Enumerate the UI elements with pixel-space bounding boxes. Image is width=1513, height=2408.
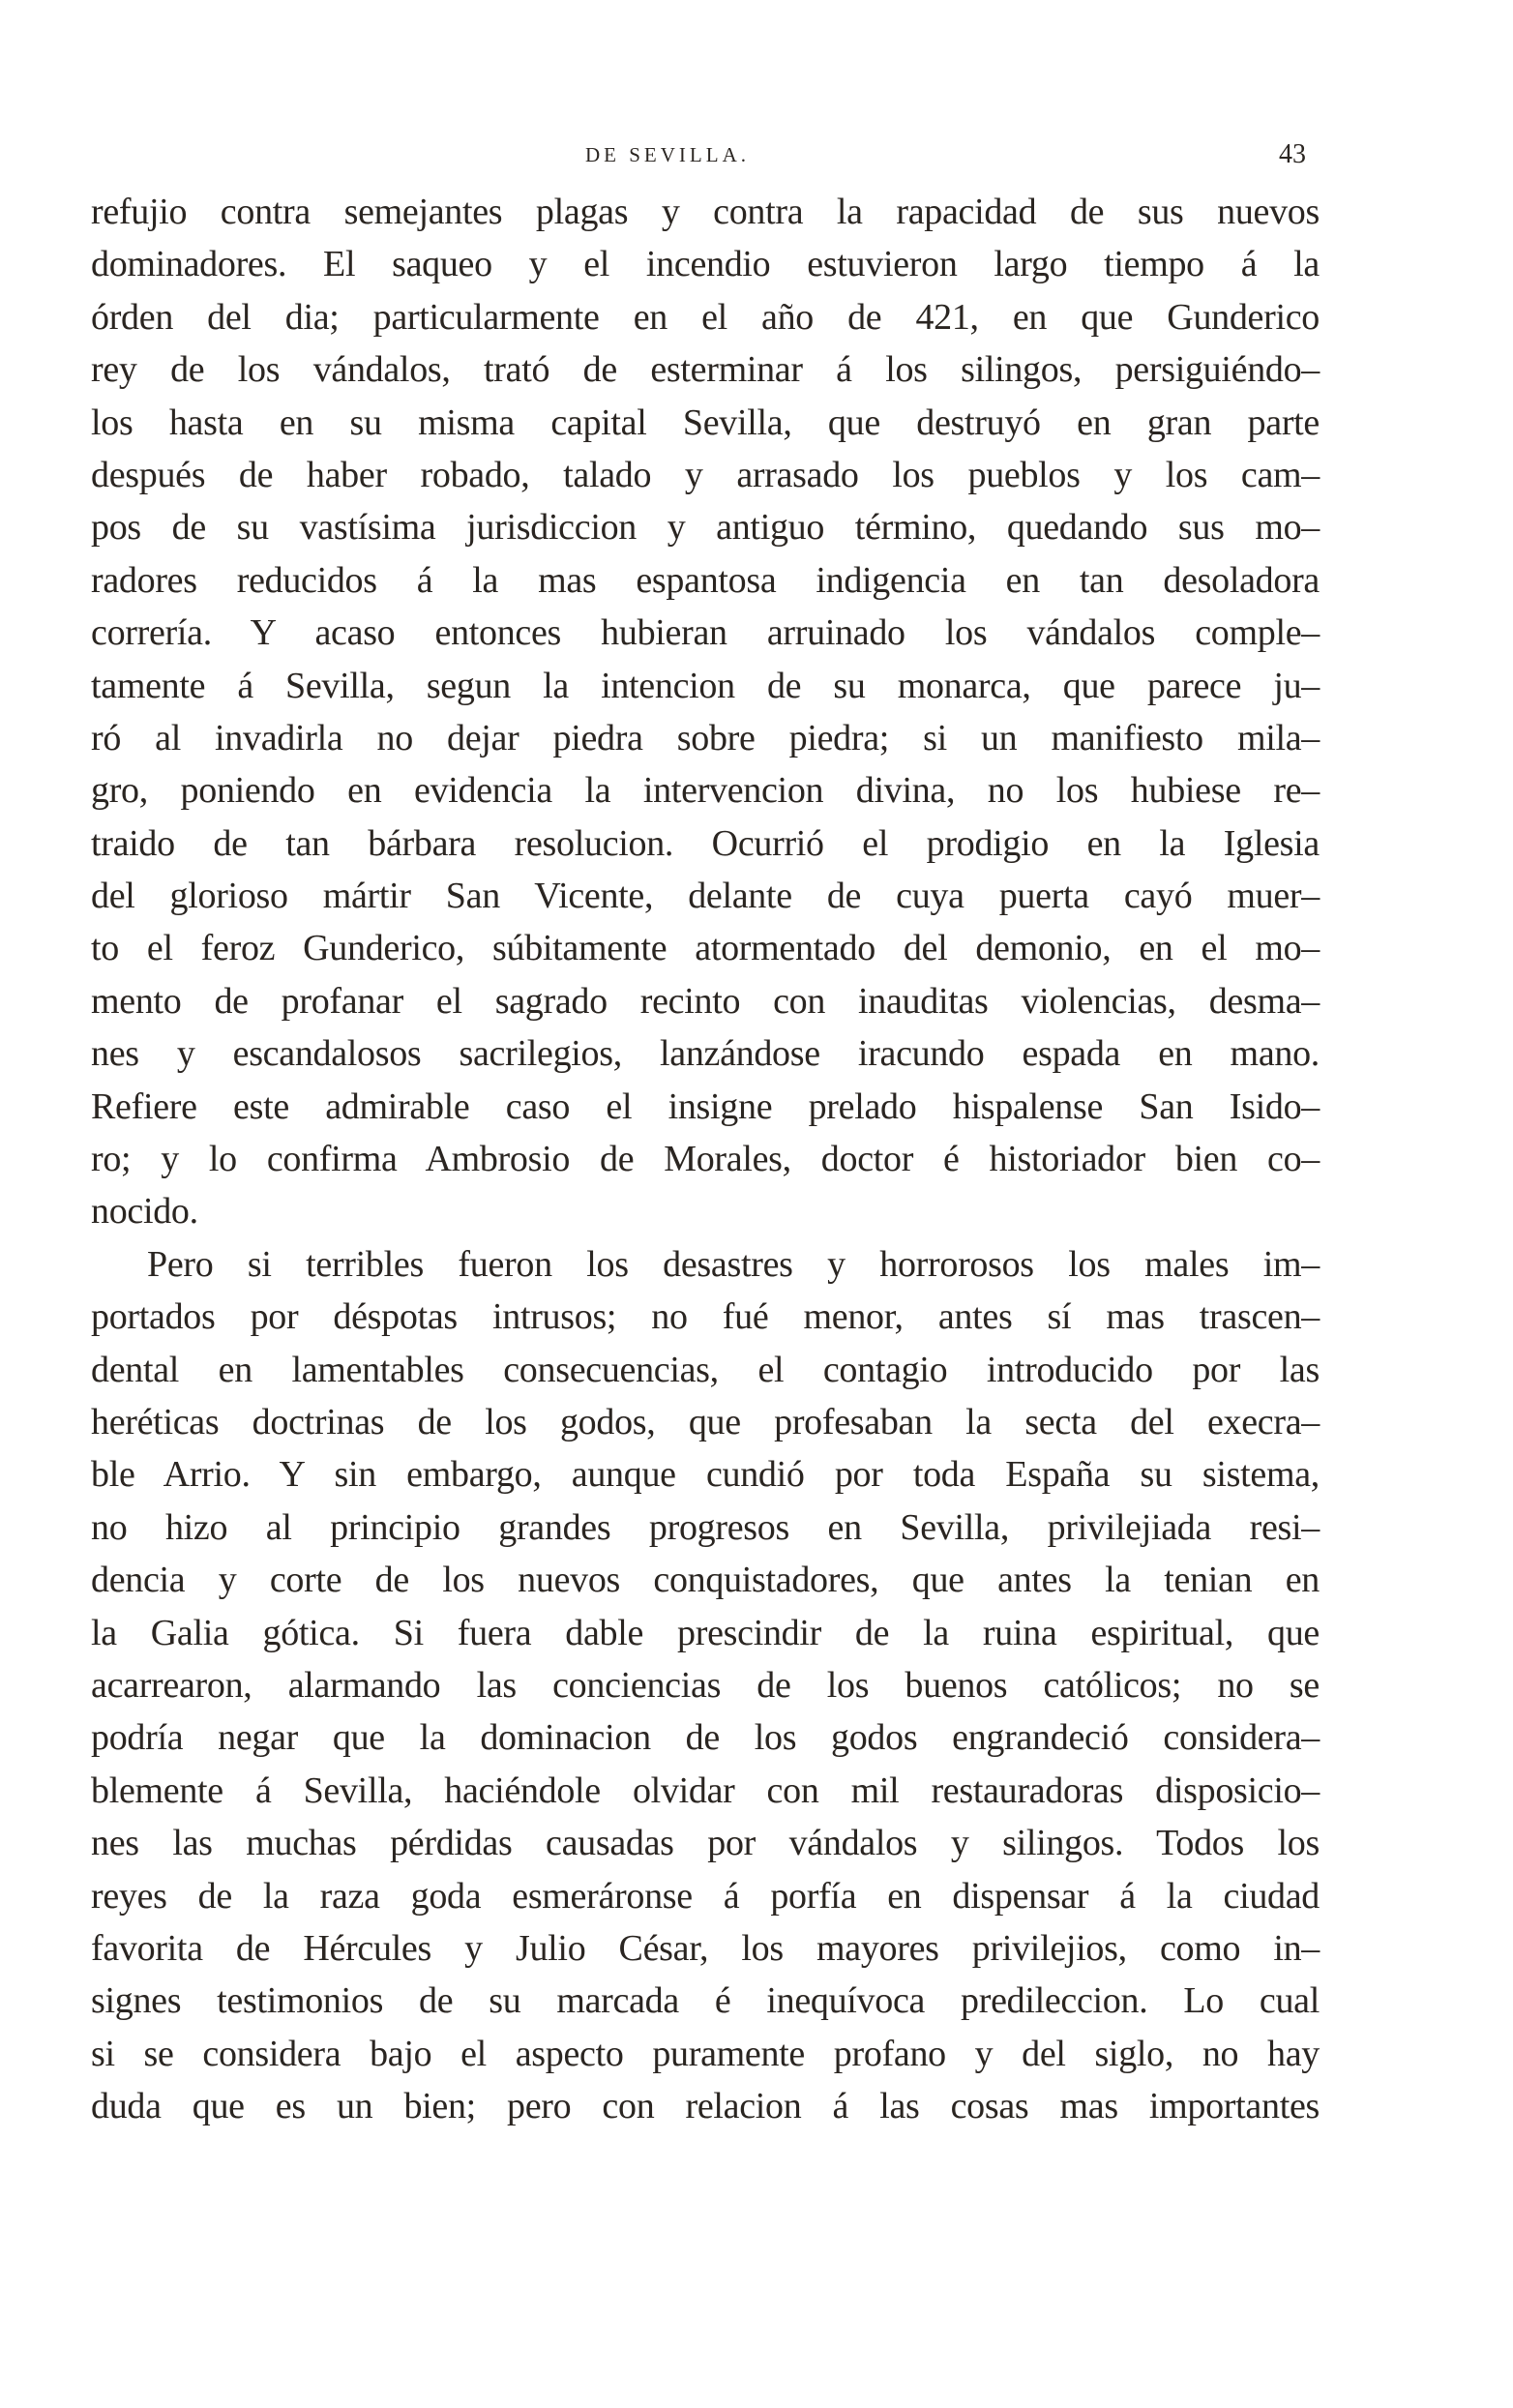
text-line: ró al invadirla no dejar piedra sobre piedra; si un manifiesto mila– [91, 717, 1320, 758]
body-text [91, 186, 1320, 2132]
text-line: refujio contra semejantes plagas y contra la rapacidad de sus nuevos [91, 192, 1320, 232]
text-line: duda que es un bien; pero con relacion á las cosas mas importantes [91, 2086, 1320, 2127]
text-line: favorita de Hércules y Julio César, los mayores privilejios, como in– [91, 1927, 1320, 1969]
text-line: correría. Y acaso entonces hubieran arruinado los vándalos comple– [91, 612, 1320, 654]
text-line: si se considera bajo el aspecto puramente profano y del siglo, no hay [91, 2033, 1320, 2074]
text-line: heréticas doctrinas de los godos, que profesaban la secta del execra– [91, 1401, 1320, 1442]
text-line: ble Arrio. Y sin embargo, aunque cundió por toda España su sistema, [91, 1454, 1320, 1496]
text-line: dencia y corte de los nuevos conquistadores, que antes la tenian en [91, 1560, 1320, 1601]
text-line: rey de los vándalos, trató de esterminar á los silingos, persiguiéndo– [91, 349, 1320, 391]
text-line: órden del dia; particularmente en el año de 421, en que Gunderico [91, 296, 1320, 338]
text-line: podría negar que la dominacion de los godos engrandeció considera– [91, 1717, 1320, 1759]
text-line: dental en lamentables consecuencias, el contagio introducido por las [91, 1349, 1320, 1390]
text-line: la Galia gótica. Si fuera dable prescindir de la ruina espiritual, que [91, 1612, 1320, 1653]
paragraph-start-line: Pero si terribles fueron los desastres y horrorosos los males im– [147, 1243, 1320, 1285]
text-line: radores reducidos á la mas espantosa indigencia en tan desoladora [91, 559, 1320, 601]
text-line: los hasta en su misma capital Sevilla, que destruyó en gran parte [91, 401, 1320, 443]
text-line: acarrearon, alarmando las conciencias de los buenos católicos; no se [91, 1664, 1320, 1706]
text-line: del glorioso mártir San Vicente, delante de cuya puerta cayó muer– [91, 876, 1320, 917]
text-line: ro; y lo confirma Ambrosio de Morales, doctor é historiador bien co– [91, 1139, 1320, 1180]
text-line: blemente á Sevilla, haciéndole olvidar con mil restauradoras disposicio– [91, 1769, 1320, 1811]
text-line: tamente á Sevilla, segun la intencion de su monarca, que parece ju– [91, 665, 1320, 706]
text-line: nes las muchas pérdidas causadas por vándalos y silingos. Todos los [91, 1823, 1320, 1864]
text-line: nes y escandalosos sacrilegios, lanzándose iracundo espada en mano. [91, 1033, 1320, 1075]
running-head [0, 135, 1513, 174]
page-number: 43 [1279, 139, 1306, 169]
text-line: mento de profanar el sagrado recinto con inauditas violencias, desma– [91, 980, 1320, 1022]
text-line: reyes de la raza goda esmeráronse á porfía en dispensar á la ciudad [91, 1875, 1320, 1917]
text-line: después de haber robado, talado y arrasado los pueblos y los cam– [91, 454, 1320, 495]
text-line: pos de su vastísima jurisdiccion y antiguo término, quedando sus mo– [91, 507, 1320, 549]
text-line: Refiere este admirable caso el insigne prelado hispalense San Isido– [91, 1085, 1320, 1127]
paragraph-end-line: nocido. [91, 1191, 198, 1233]
text-line: to el feroz Gunderico, súbitamente atormentado del demonio, en el mo– [91, 928, 1320, 969]
text-line: no hizo al principio grandes progresos en Sevilla, privilejiada resi– [91, 1506, 1320, 1548]
text-line: signes testimonios de su marcada é inequívoca predileccion. Lo cual [91, 1980, 1320, 2022]
running-title: DE SEVILLA. [585, 143, 750, 166]
text-line: dominadores. El saqueo y el incendio estuvieron largo tiempo á la [91, 244, 1320, 285]
text-line: portados por déspotas intrusos; no fué menor, antes sí mas trascen– [91, 1296, 1320, 1338]
text-line: gro, poniendo en evidencia la intervencion divina, no los hubiese re– [91, 770, 1320, 812]
text-line: traido de tan bárbara resolucion. Ocurrió el prodigio en la Iglesia [91, 822, 1320, 864]
